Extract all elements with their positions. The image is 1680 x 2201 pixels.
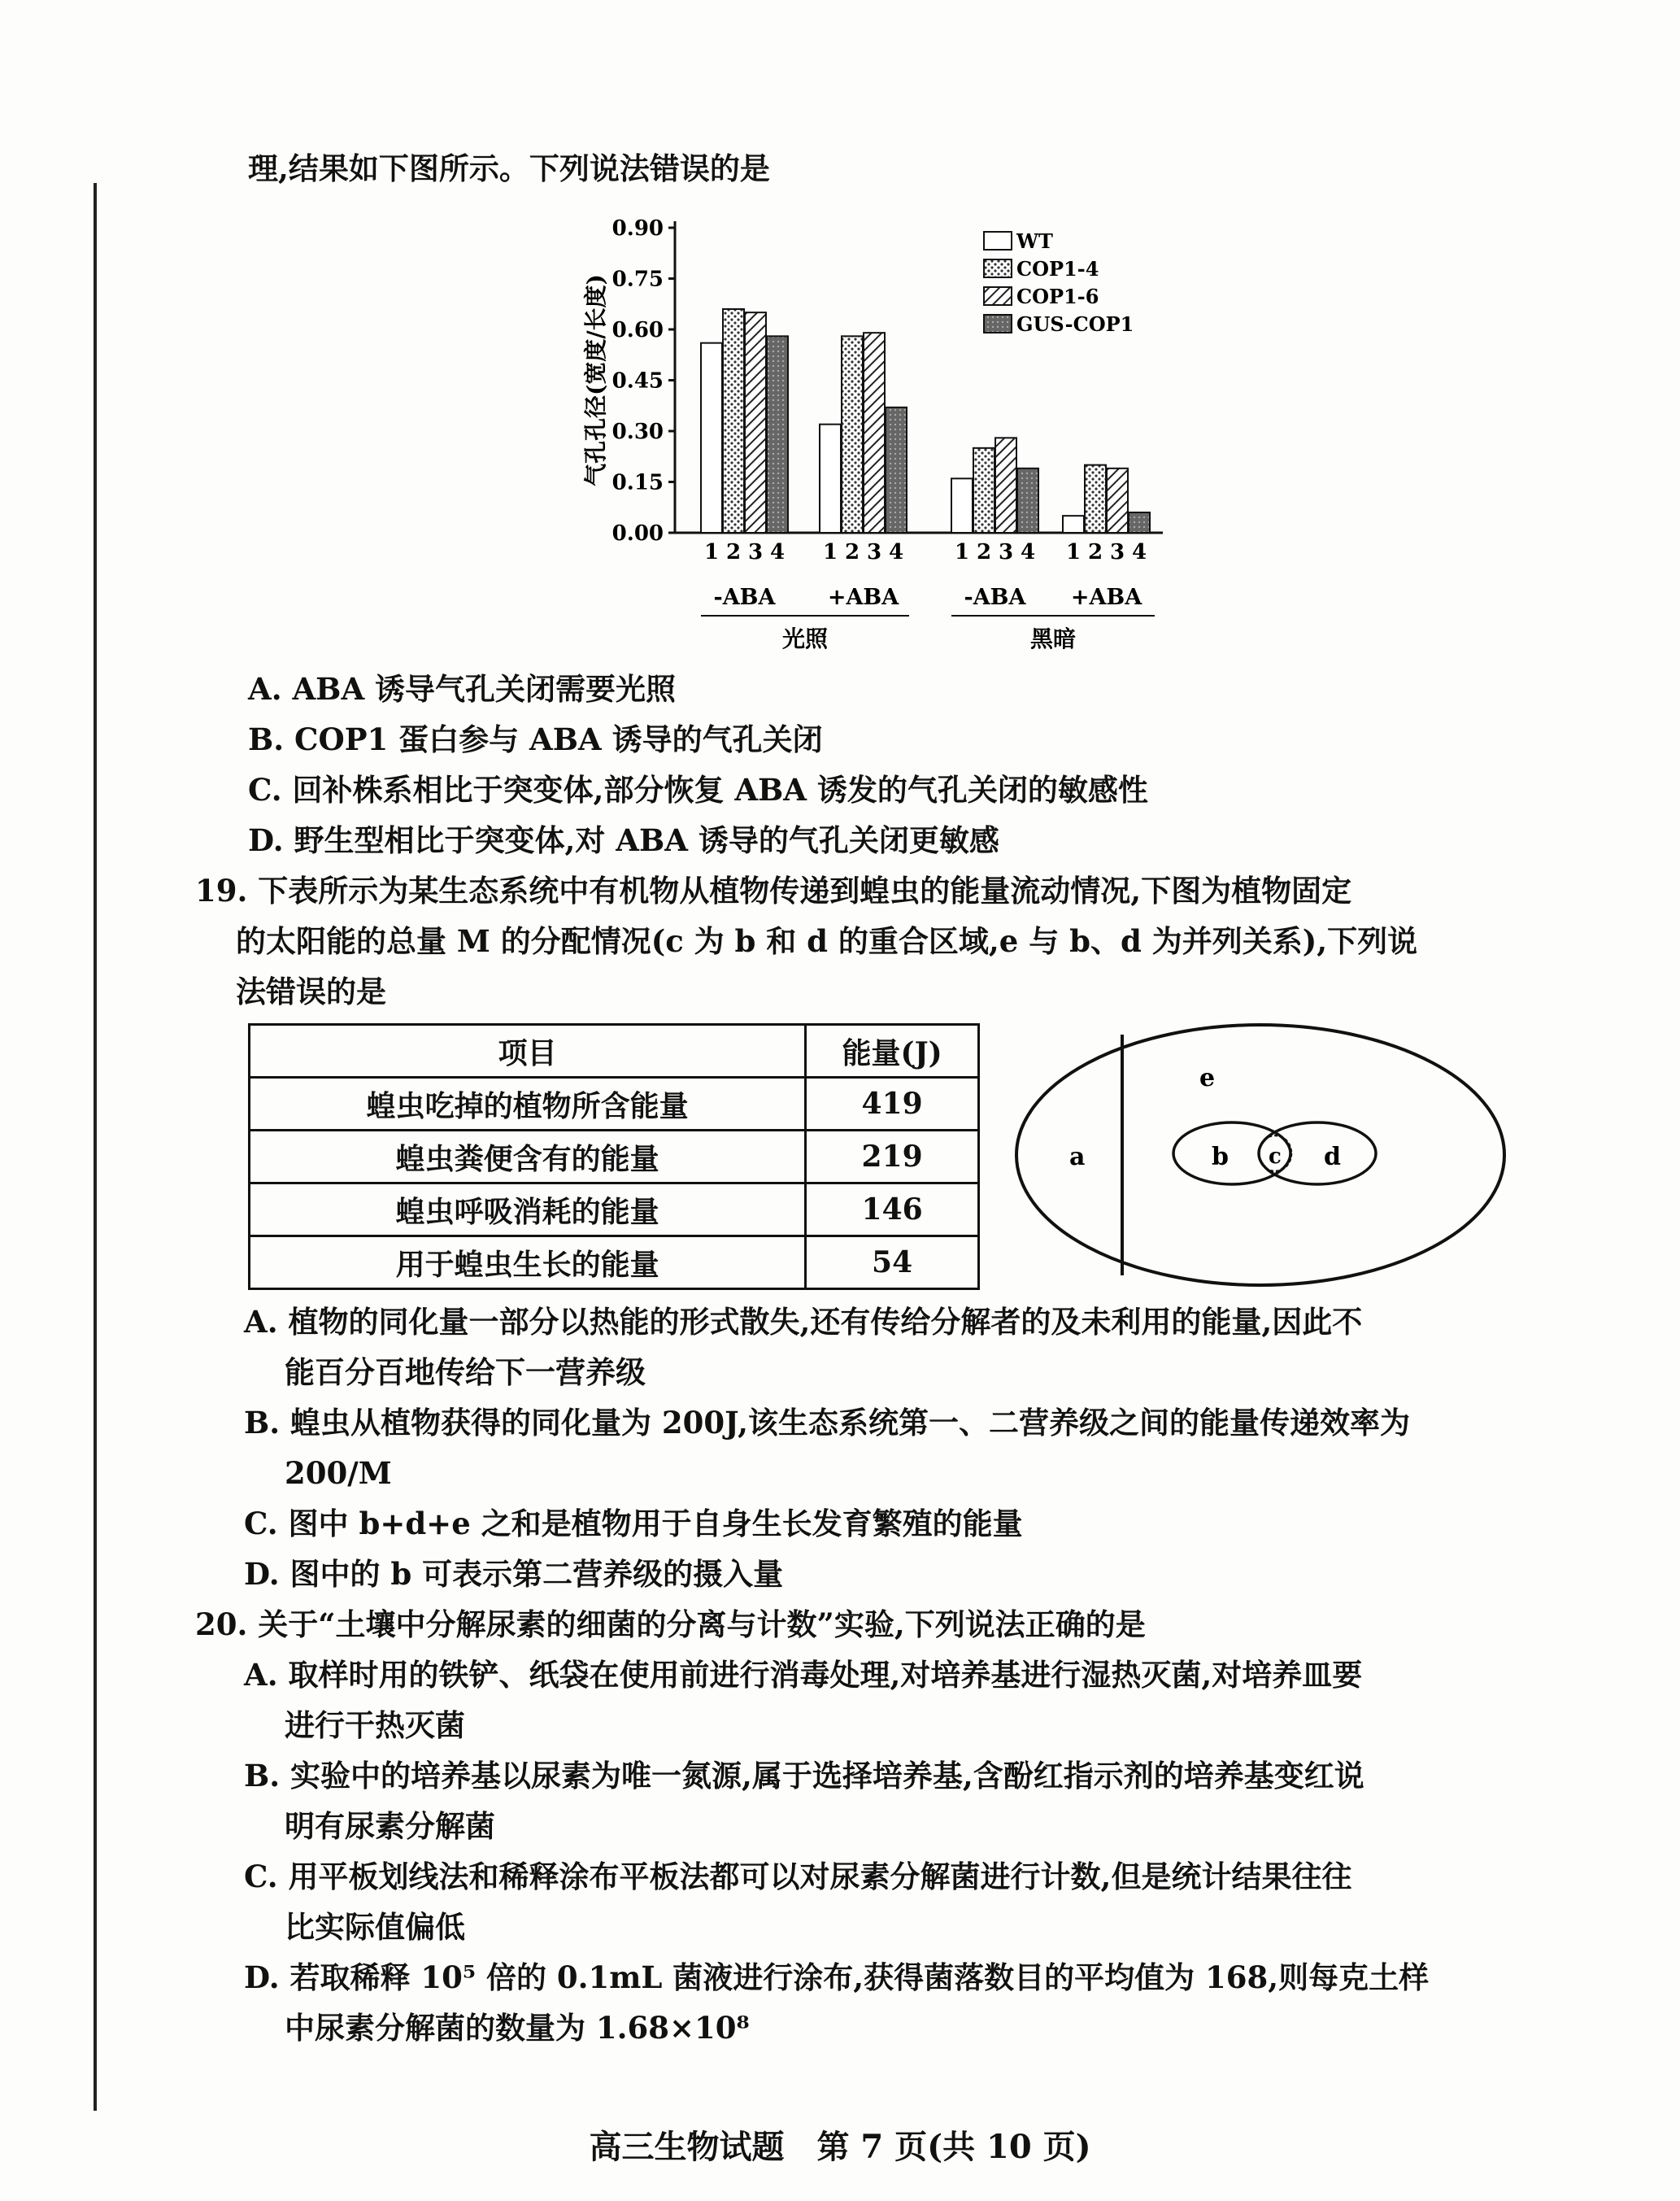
bar — [886, 408, 907, 533]
q19-option-d: D. 图中的 b 可表示第二营养级的摄入量 — [244, 1556, 784, 1592]
q20-option-d-line-1: D. 若取稀释 10⁵ 倍的 0.1mL 菌液进行涂布,获得菌落数目的平均值为 168,则每克土样 — [244, 1959, 1430, 1995]
q19-stem-line-3: 法错误的是 — [236, 974, 386, 1009]
y-tick-label: 0.00 — [612, 521, 664, 546]
q19-option-a-line-1: A. 植物的同化量一部分以热能的形式散失,还有传给分解者的及未利用的能量,因此不 — [244, 1304, 1363, 1340]
x-tick-label: 1 — [703, 540, 720, 564]
bar — [723, 309, 744, 533]
legend-label: COP1-4 — [1016, 257, 1099, 281]
intro-line: 理,结果如下图所示。下列说法错误的是 — [248, 150, 770, 186]
outer-ellipse — [1016, 1025, 1504, 1285]
bar — [1129, 512, 1150, 533]
x-tick-label: 4 — [769, 540, 786, 564]
q20-stem: 20. 关于“土壤中分解尿素的细菌的分离与计数”实验,下列说法正确的是 — [195, 1606, 1146, 1642]
label-b: b — [1212, 1143, 1229, 1171]
legend-label: GUS-COP1 — [1016, 312, 1134, 336]
q18-option-c: C. 回补株系相比于突变体,部分恢复 ABA 诱发的气孔关闭的敏感性 — [248, 772, 1148, 808]
q20-option-c-line-2: 比实际值偏低 — [285, 1909, 465, 1945]
x-tick-label: 1 — [1065, 540, 1082, 564]
table-row — [250, 1236, 979, 1289]
stomata-bar-chart — [561, 207, 1179, 663]
table-row — [250, 1183, 979, 1236]
table-header-row — [250, 1025, 979, 1078]
table-row — [250, 1131, 979, 1183]
label-c: c — [1269, 1144, 1282, 1169]
table-cell: 54 — [806, 1236, 979, 1289]
legend-swatch — [984, 232, 1012, 250]
bar — [1107, 469, 1128, 533]
y-tick-label: 0.15 — [612, 470, 664, 495]
bar — [864, 333, 885, 533]
bar — [951, 478, 973, 533]
y-axis-label: 气孔孔径(宽度/长度) — [582, 274, 609, 486]
legend-label: COP1-6 — [1016, 285, 1099, 308]
q19-stem-line-2: 的太阳能的总量 M 的分配情况(c 为 b 和 d 的重合区域,e 与 b、d 为并列关系),下列说 — [236, 923, 1418, 959]
q20-option-d-line-2: 中尿素分解菌的数量为 1.68×10⁸ — [285, 2010, 750, 2046]
y-tick-label: 0.60 — [612, 318, 664, 342]
group-label: -ABA — [964, 585, 1026, 610]
q19-option-a-line-2: 能百分百地传给下一营养级 — [285, 1354, 646, 1390]
condition-label: 光照 — [781, 625, 829, 652]
q20-option-c-line-1: C. 用平板划线法和稀释涂布平板法都可以对尿素分解菌进行计数,但是统计结果往往 — [244, 1859, 1352, 1894]
q19-option-b-line-1: B. 蝗虫从植物获得的同化量为 200J,该生态系统第一、二营养级之间的能量传递效率为 — [244, 1405, 1411, 1440]
bar — [1085, 465, 1106, 533]
x-tick-label: 4 — [1131, 540, 1147, 564]
label-a: a — [1069, 1143, 1086, 1171]
bar — [767, 336, 788, 533]
x-tick-label: 1 — [954, 540, 970, 564]
bar — [701, 343, 722, 533]
y-tick-label: 0.30 — [612, 420, 664, 444]
q18-option-d: D. 野生型相比于突变体,对 ABA 诱导的气孔关闭更敏感 — [248, 822, 999, 858]
energy-venn-diagram — [1008, 1017, 1512, 1293]
legend-swatch — [984, 315, 1012, 333]
energy-table — [248, 1023, 980, 1290]
y-tick-label: 0.90 — [612, 216, 664, 241]
x-tick-label: 2 — [976, 540, 992, 564]
q19-option-c: C. 图中 b+d+e 之和是植物用于自身生长发育繁殖的能量 — [244, 1506, 1023, 1541]
q18-option-b: B. COP1 蛋白参与 ABA 诱导的气孔关闭 — [248, 721, 823, 757]
page-footer: 高三生物试题 第 7 页(共 10 页) — [589, 2128, 1091, 2166]
bar — [745, 312, 766, 533]
table-row — [250, 1078, 979, 1131]
x-tick-label: 4 — [888, 540, 904, 564]
x-tick-label: 4 — [1020, 540, 1036, 564]
q20-option-b-line-1: B. 实验中的培养基以尿素为唯一氮源,属于选择培养基,含酚红指示剂的培养基变红说 — [244, 1758, 1364, 1793]
legend-swatch — [984, 259, 1012, 277]
x-tick-label: 3 — [1109, 540, 1125, 564]
x-tick-label: 3 — [747, 540, 764, 564]
legend-swatch — [984, 287, 1012, 305]
table-cell: 蝗虫吃掉的植物所含能量 — [250, 1078, 806, 1131]
q20-option-a-line-1: A. 取样时用的铁铲、纸袋在使用前进行消毒处理,对培养基进行湿热灭菌,对培养皿要 — [244, 1657, 1363, 1693]
label-d: d — [1324, 1143, 1341, 1171]
legend-label: WT — [1016, 229, 1053, 253]
q20-option-b-line-2: 明有尿素分解菌 — [285, 1808, 495, 1844]
x-tick-label: 1 — [822, 540, 838, 564]
condition-label: 黑暗 — [1029, 625, 1077, 652]
x-tick-label: 2 — [1087, 540, 1103, 564]
y-tick-label: 0.75 — [612, 267, 664, 292]
table-cell: 蝗虫粪便含有的能量 — [250, 1131, 806, 1183]
table-header-item: 项目 — [250, 1025, 806, 1078]
margin-line — [94, 183, 97, 2111]
x-tick-label: 2 — [725, 540, 742, 564]
bar — [995, 438, 1016, 533]
table-cell: 蝗虫呼吸消耗的能量 — [250, 1183, 806, 1236]
bar — [973, 448, 995, 533]
table-cell: 419 — [806, 1078, 979, 1131]
q20-option-a-line-2: 进行干热灭菌 — [285, 1707, 465, 1743]
bar — [1063, 516, 1084, 533]
q19-option-b-line-2: 200/M — [285, 1455, 392, 1491]
q19-stem-line-1: 19. 下表所示为某生态系统中有机物从植物传递到蝗虫的能量流动情况,下图为植物固定 — [195, 873, 1352, 909]
x-tick-label: 3 — [866, 540, 882, 564]
table-cell: 219 — [806, 1131, 979, 1183]
group-label: +ABA — [1070, 585, 1142, 610]
table-header-energy: 能量(J) — [806, 1025, 979, 1078]
group-label: -ABA — [713, 585, 776, 610]
x-tick-label: 2 — [844, 540, 860, 564]
x-tick-label: 3 — [998, 540, 1014, 564]
q18-option-a: A. ABA 诱导气孔关闭需要光照 — [248, 671, 677, 707]
table-cell: 146 — [806, 1183, 979, 1236]
bar — [820, 425, 841, 533]
bar — [842, 336, 863, 533]
label-e: e — [1199, 1064, 1216, 1092]
table-cell: 用于蝗虫生长的能量 — [250, 1236, 806, 1289]
y-tick-label: 0.45 — [612, 368, 664, 394]
group-label: +ABA — [827, 585, 899, 610]
bar — [1017, 469, 1038, 533]
